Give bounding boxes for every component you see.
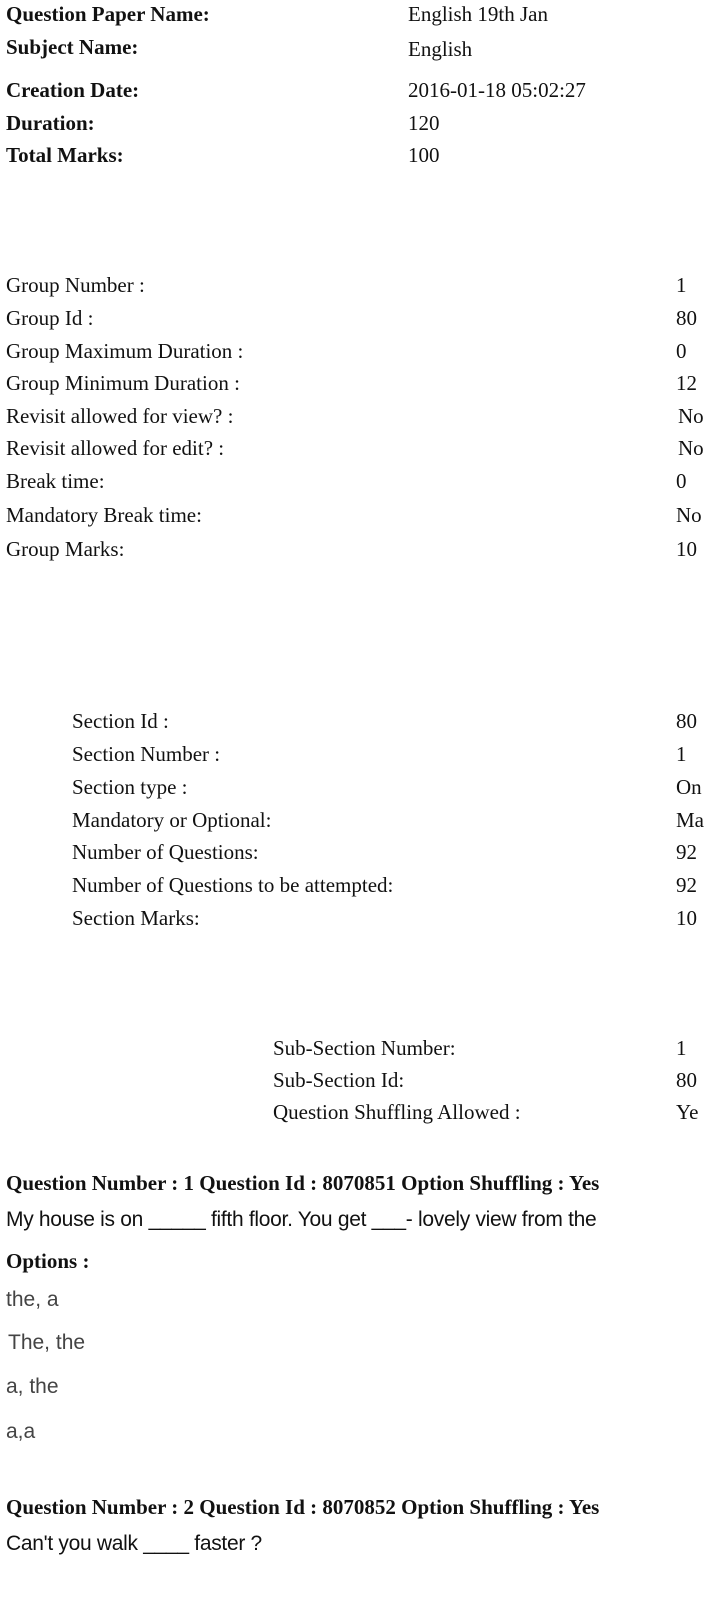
subject-name-label: Subject Name: [6, 35, 139, 59]
question-shuffling-label: Question Shuffling Allowed : [273, 1100, 521, 1124]
section-number-label: Section Number : [72, 742, 221, 766]
option-1: the, a [6, 1288, 59, 1311]
total-marks-label: Total Marks: [6, 143, 124, 167]
subsection-number-label: Sub-Section Number: [273, 1036, 456, 1060]
group-marks-value: 10 [676, 537, 697, 561]
options-label: Options : [6, 1249, 90, 1273]
question-text: My house is on _____ fifth floor. You get ___- lovely view from the [6, 1208, 597, 1231]
revisit-view-value: No [678, 404, 704, 428]
total-marks-value: 100 [408, 143, 440, 167]
section-id-value: 80 [676, 709, 697, 733]
option-4: a,a [6, 1420, 36, 1443]
question-paper-name-label: Question Paper Name: [6, 2, 210, 26]
group-marks-label: Group Marks: [6, 537, 125, 561]
section-type-label: Section type : [72, 775, 188, 799]
number-of-questions-label: Number of Questions: [72, 840, 259, 864]
break-time-value: 0 [676, 469, 687, 493]
group-min-duration-label: Group Minimum Duration : [6, 371, 240, 395]
subject-name-value: English [408, 37, 473, 61]
subsection-id-value: 80 [676, 1068, 697, 1092]
group-id-value: 80 [676, 306, 697, 330]
break-time-label: Break time: [6, 469, 105, 493]
subsection-id-label: Sub-Section Id: [273, 1068, 405, 1092]
group-id-label: Group Id : [6, 306, 94, 330]
group-number-label: Group Number : [6, 273, 145, 297]
mandatory-optional-label: Mandatory or Optional: [72, 808, 272, 832]
group-number-value: 1 [676, 273, 687, 297]
group-min-duration-value: 12 [676, 371, 697, 395]
question-header: Question Number : 1 Question Id : 8070851 Option Shuffling : Yes [6, 1171, 600, 1195]
number-of-questions-value: 92 [676, 840, 697, 864]
section-marks-value: 10 [676, 906, 697, 930]
creation-date-label: Creation Date: [6, 78, 140, 102]
subsection-number-value: 1 [676, 1036, 687, 1060]
option-2: The, the [8, 1331, 86, 1354]
section-marks-label: Section Marks: [72, 906, 200, 930]
group-max-duration-label: Group Maximum Duration : [6, 339, 244, 363]
option-3: a, the [6, 1375, 59, 1398]
duration-label: Duration: [6, 111, 95, 135]
question-text: Can't you walk ____ faster ? [6, 1532, 262, 1555]
section-id-label: Section Id : [72, 709, 169, 733]
creation-date-value: 2016-01-18 05:02:27 [408, 78, 586, 102]
revisit-edit-label: Revisit allowed for edit? : [6, 436, 225, 460]
section-number-value: 1 [676, 742, 687, 766]
revisit-view-label: Revisit allowed for view? : [6, 404, 234, 428]
group-max-duration-value: 0 [676, 339, 687, 363]
duration-value: 120 [408, 111, 440, 135]
question-paper-name-value: English 19th Jan [408, 2, 548, 26]
revisit-edit-value: No [678, 436, 704, 460]
questions-to-attempt-value: 92 [676, 873, 697, 897]
question-shuffling-value: Ye [676, 1100, 699, 1124]
question-header: Question Number : 2 Question Id : 8070852 Option Shuffling : Yes [6, 1495, 600, 1519]
mandatory-optional-value: Ma [676, 808, 704, 832]
section-type-value: On [676, 775, 702, 799]
questions-to-attempt-label: Number of Questions to be attempted: [72, 873, 394, 897]
mandatory-break-value: No [676, 503, 702, 527]
mandatory-break-label: Mandatory Break time: [6, 503, 202, 527]
